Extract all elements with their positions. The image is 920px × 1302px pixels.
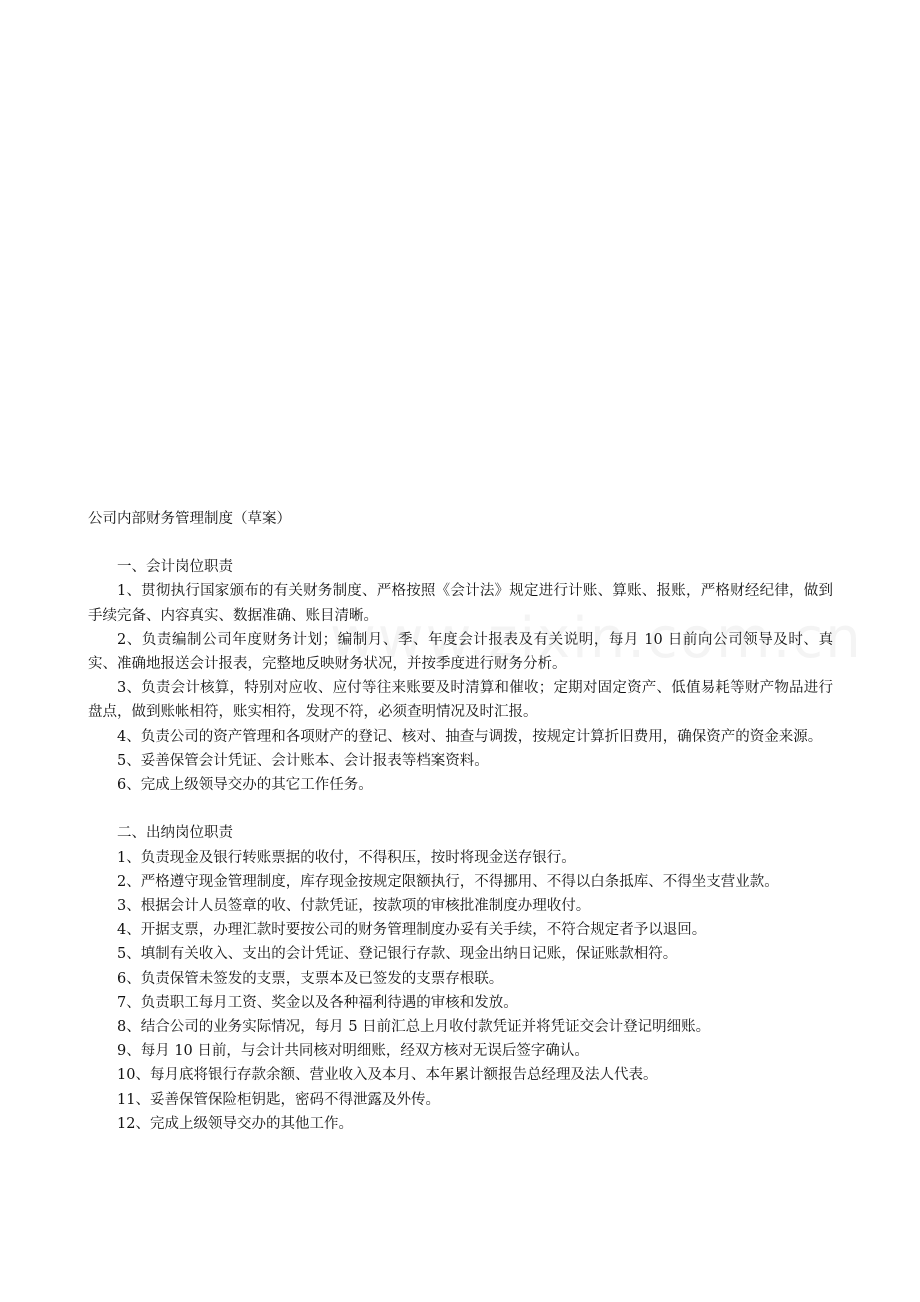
list-item: 1、负责现金及银行转账票据的收付，不得积压，按时将现金送存银行。 (117, 849, 576, 866)
list-item: 3、根据会计人员签章的收、付款凭证，按款项的审核批准制度办理收付。 (117, 898, 591, 915)
section-cashier-duties (88, 821, 833, 1136)
document-title: 公司内部财务管理制度（草案） (88, 511, 291, 527)
document-body (88, 507, 833, 1160)
list-item: 7、负责职工每月工资、奖金以及各种福利待遇的审核和发放。 (117, 994, 518, 1011)
list-item: 1、贯彻执行国家颁布的有关财务制度、严格按照《会计法》规定进行计账、算账、报账，严格财经纪律，做到手续完备、内容真实、数据准确、账目清晰。 (88, 583, 833, 624)
list-item: 4、开据支票，办理汇款时要按公司的财务管理制度办妥有关手续，不符合规定者予以退回。 (117, 922, 707, 939)
list-item: 6、负责保管未签发的支票，支票本及已签发的支票存根联。 (117, 970, 504, 987)
list-item: 3、负责会计核算，特别对应收、应付等往来账要及时清算和催收；定期对固定资产、低值易耗等财产物品进行盘点，做到账帐相符，账实相符，发现不符，必须查明情况及时汇报。 (88, 680, 833, 721)
list-item: 6、完成上级领导交办的其它工作任务。 (117, 777, 373, 794)
section-accounting-duties (88, 555, 833, 797)
list-item: 12、完成上级领导交办的其他工作。 (117, 1115, 353, 1132)
list-item: 5、填制有关收入、支出的会计凭证、登记银行存款、现金出纳日记账，保证账款相符。 (117, 946, 678, 963)
list-item: 8、结合公司的业务实际情况，每月 5 日前汇总上月收付款凭证并将凭证交会计登记明细账。 (117, 1019, 711, 1036)
list-item: 4、负责公司的资产管理和各项财产的登记、核对、抽查与调拨，按规定计算折旧费用，确保资产的资金来源。 (117, 728, 823, 745)
list-item: 10、每月底将银行存款余额、营业收入及本月、本年累计额报告总经理及法人代表。 (117, 1067, 658, 1084)
list-item: 9、每月 10 日前，与会计共同核对明细账，经双方核对无误后签字确认。 (117, 1043, 589, 1060)
list-item: 11、妥善保管保险柜钥匙，密码不得泄露及外传。 (117, 1091, 440, 1108)
list-item: 5、妥善保管会计凭证、会计账本、会计报表等档案资料。 (117, 752, 489, 769)
section-heading: 一、会计岗位职责 (117, 559, 233, 576)
list-item: 2、负责编制公司年度财务计划；编制月、季、年度会计报表及有关说明，每月 10 日前向公司领导及时、真实、准确地报送会计报表，完整地反映财务状况，并按季度进行财务分析。 (88, 631, 833, 673)
list-item: 2、严格遵守现金管理制度，库存现金按规定限额执行，不得挪用、不得以白条抵库、不得坐支营业款。 (117, 873, 779, 890)
section-heading: 二、出纳岗位职责 (117, 825, 233, 842)
